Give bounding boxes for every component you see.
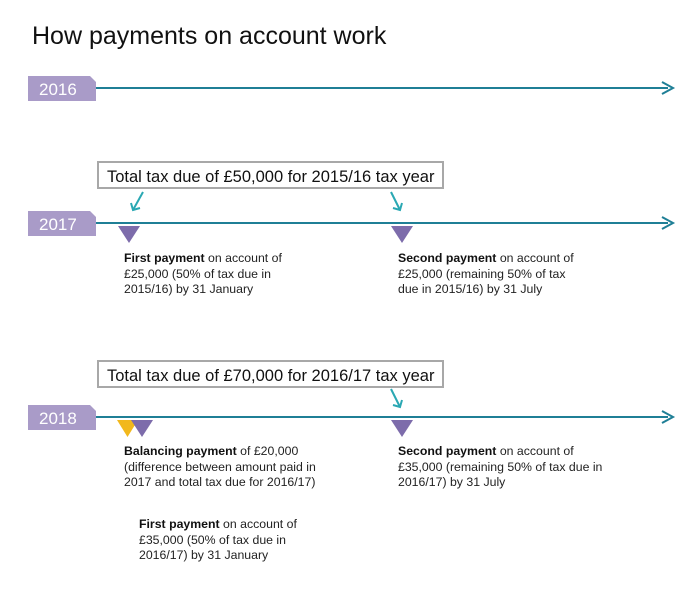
pointer-arrow-icon [391, 389, 402, 407]
year-label-2016: 2016 [39, 80, 77, 99]
note-first-payment-2018: First payment on account of £35,000 (50% of tax due in 2016/17) by 31 January [139, 517, 297, 562]
marker-first-payment-2018 [131, 420, 153, 437]
timeline-2016 [28, 76, 673, 101]
page-title: How payments on account work [32, 22, 387, 50]
note-second-payment-2018: Second payment on account of £35,000 (remaining 50% of tax due in 2016/17) by 31 July [398, 444, 603, 489]
year-label-2018: 2018 [39, 409, 77, 428]
marker-second-payment-2018 [391, 420, 413, 437]
timeline-2017 [28, 192, 673, 243]
pointer-arrow-icon [391, 192, 402, 210]
note-first-payment-2017: First payment on account of £25,000 (50% of tax due in 2015/16) by 31 January [124, 251, 282, 296]
note-balancing-payment-2018: Balancing payment of £20,000 (difference between amount paid in 2017 and total tax due for 2016/17) [124, 444, 316, 489]
marker-first-payment-2017 [118, 226, 140, 243]
marker-second-payment-2017 [391, 226, 413, 243]
total-tax-box-2018: Total tax due of £70,000 for 2016/17 tax year [97, 360, 444, 388]
note-second-payment-2017: Second payment on account of £25,000 (remaining 50% of tax due in 2015/16) by 31 July [398, 251, 574, 296]
year-label-2017: 2017 [39, 215, 77, 234]
pointer-arrow-icon [131, 192, 143, 210]
total-tax-box-2017: Total tax due of £50,000 for 2015/16 tax year [97, 161, 444, 189]
timeline-2018 [28, 389, 673, 437]
